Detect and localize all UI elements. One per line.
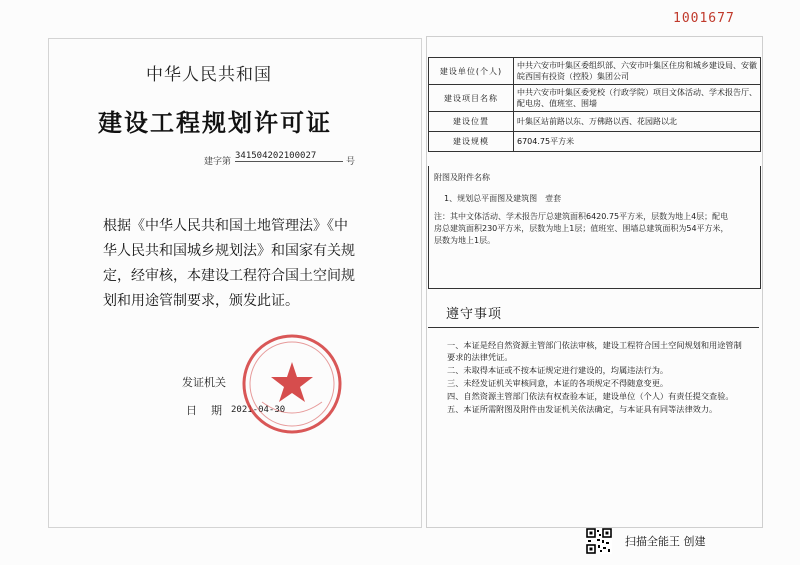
attachments-title: 附图及附件名称: [434, 173, 490, 182]
notes-item: 三、未经发证机关审核同意，本证的各项规定不得随意变更。: [447, 378, 669, 388]
notes-list: [447, 339, 747, 416]
notes-divider: [428, 327, 759, 328]
info-row-label: 建设规模: [429, 132, 514, 152]
info-row: [429, 112, 761, 132]
cert-number-suffix: 号: [346, 157, 356, 167]
info-row-value: 6704.75平方米: [514, 132, 761, 152]
official-seal-icon: [240, 332, 344, 436]
date-label: 日期: [186, 404, 236, 417]
issue-date: 2021-04-30: [231, 405, 286, 415]
attachment-item: 1、规划总平面图及建筑图 壹套: [444, 194, 562, 203]
certificate-title: 建设工程规划许可证: [98, 109, 332, 137]
info-row-value: 中共六安市叶集区委组织部、六安市叶集区住房和城乡建设局、安徽皖西国有投资（控股）集团公司: [514, 58, 761, 85]
serial-number: 1001677: [673, 11, 735, 26]
qr-code-icon: [586, 528, 612, 554]
notes-item: 二、未取得本证或不按本证规定进行建设的，均属违法行为。: [447, 365, 669, 375]
scanner-watermark: 扫描全能王 创建: [625, 535, 706, 548]
info-row-label: 建设位置: [429, 112, 514, 132]
info-row: [429, 85, 761, 112]
cert-number-label: 建字第: [204, 157, 232, 167]
attachment-note: 注：其中文体活动、学术报告厅总建筑面积6420.75平方米，层数为地上4层；配电房总建筑面积230平方米，层数为地上1层；值班室、围墙总建筑面积为54平方米，层数为地上1层。: [434, 212, 729, 245]
notes-item: 一、本证是经自然资源主管部门依法审核，建设工程符合国土空间规划和用途管制要求的法律凭证。: [447, 340, 742, 362]
info-row-label: 建设项目名称: [429, 85, 514, 112]
info-row-value: 叶集区站前路以东、万佛路以西、花园路以北: [514, 112, 761, 132]
info-row-value: 中共六安市叶集区委党校（行政学院）项目文体活动、学术报告厅、配电房、值班室、围墙: [514, 85, 761, 112]
info-row: [429, 58, 761, 85]
notes-item: 五、本证所需附图及附件由发证机关依法确定，与本证具有同等法律效力。: [447, 404, 718, 414]
country-heading: 中华人民共和国: [146, 65, 272, 85]
info-row: [429, 132, 761, 152]
notes-title: 遵守事项: [446, 307, 503, 322]
certificate-body: 根据《中华人民共和国土地管理法》《中华人民共和国城乡规划法》和国家有关规定，经审核，本建设工程符合国土空间规划和用途管制要求，颁发此证。: [103, 218, 355, 309]
notes-item: 四、自然资源主管部门依法有权查验本证，建设单位（个人）有责任提交查验。: [447, 391, 734, 401]
issuer-label: 发证机关: [182, 376, 226, 389]
project-info-table: [428, 57, 761, 152]
cert-number: 341504202100027: [235, 151, 343, 162]
info-row-label: 建设单位(个人): [429, 58, 514, 85]
